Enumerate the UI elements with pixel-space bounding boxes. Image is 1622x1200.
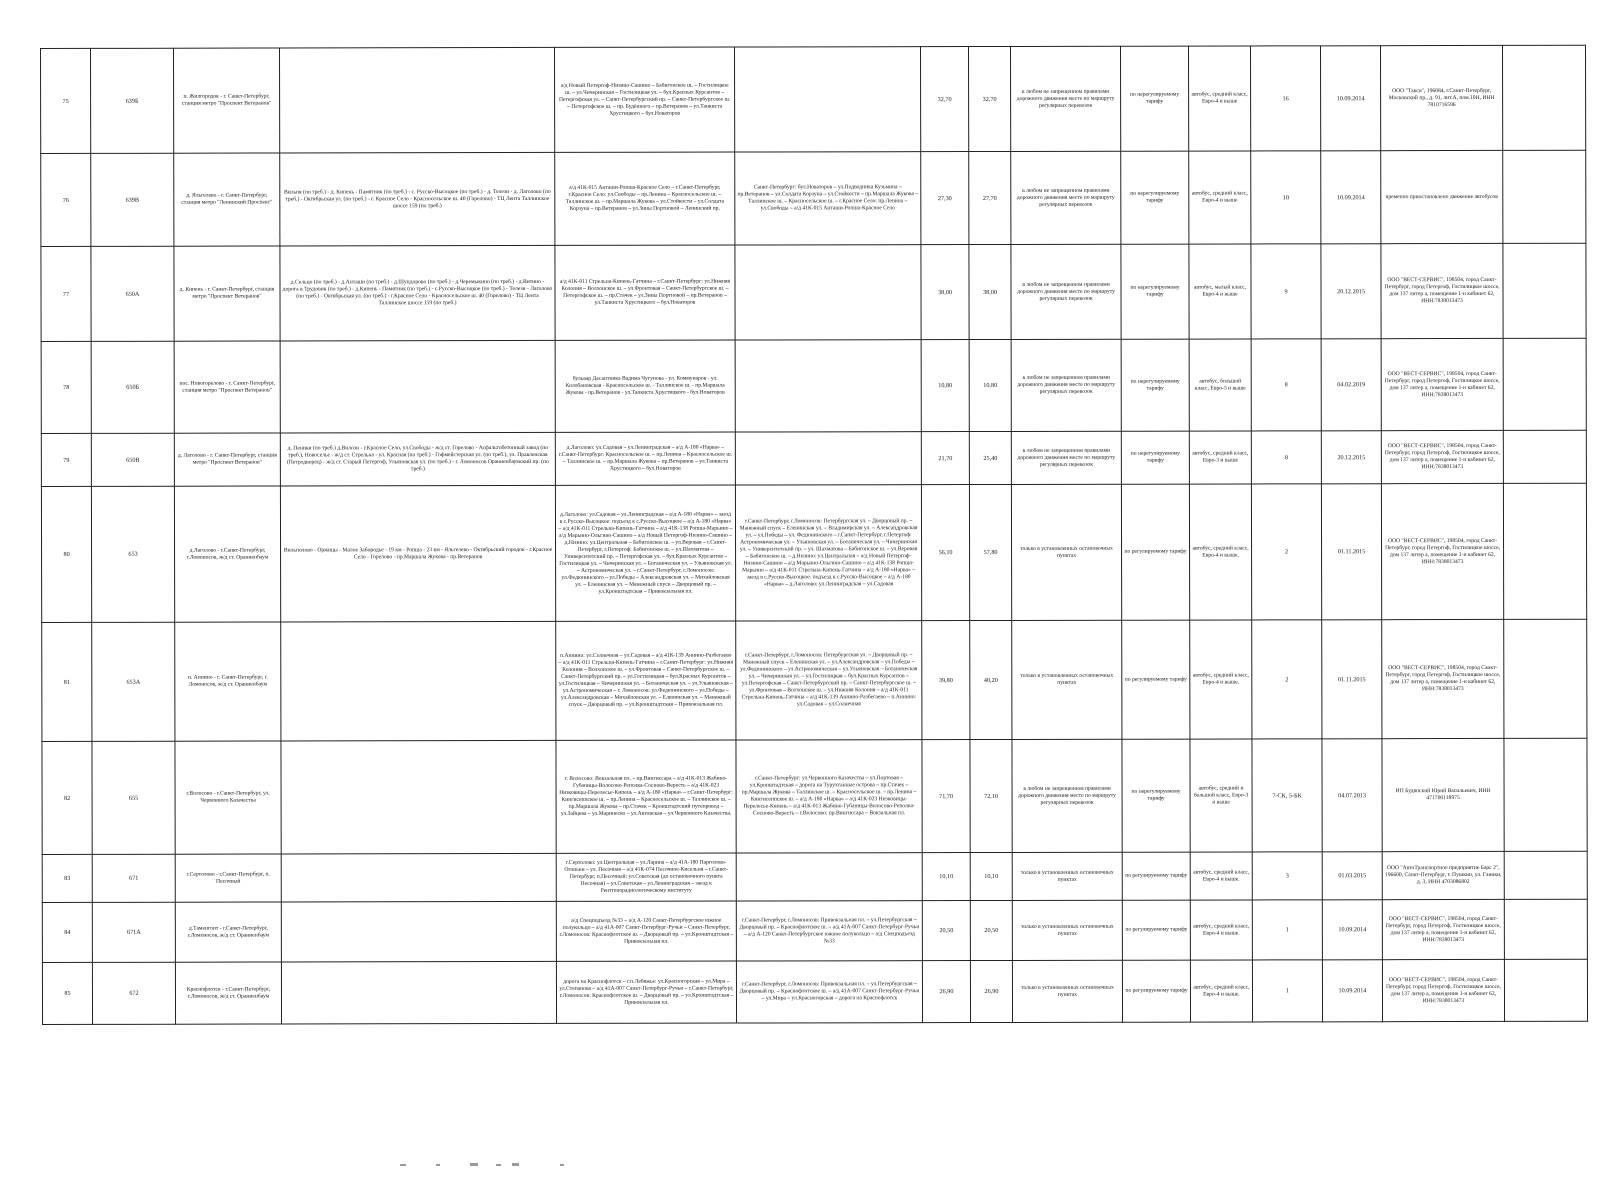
row-number: 77 [41,246,91,341]
tariff-type: по нерегулируемому тарифу [1121,244,1189,339]
carrier-info: временно приостановлено движение автобусов [1381,150,1503,243]
boarding-rule: только в установленных остановочных пунктах [1012,900,1122,960]
carrier-info: ООО "ВЕСТ-СЕРВИС", 198504, город Санкт-Петербург, город Петергоф, Гостилицкое шоссе, дом 137 литер а, помещение 1-н кабинет 62, ИНН:7838013473 [1382,899,1504,959]
boarding-rule: в любом не запрещенном правилами дорожного движения месте по маршруту регулярных перевозок [1011,339,1121,431]
route-name: д. Лаголово - г. Санкт-Петербург, станция метро "Проспект Ветеранов" [174,433,280,486]
extra-notes [1504,738,1587,851]
path-back [734,47,920,152]
extra-notes [1504,619,1587,738]
intermediate-stops [281,740,556,854]
length-forward: 26,90 [922,961,970,1023]
intermediate-stops: д.Сельцо (по треб.) - д.Анташи (по треб.) - д.Шундорово (по треб.) - д.Черемыкино (по треб.) - д.Витино - дорога в Трудовик (по треб.) - д.Кипень - Памятник (по треб.) - с.Русско-Высоцкое (по треб.) - Телези - Лаголово (по треб.) - Октябрьская ул. (по треб.) - г.Красное Село - Красносельское ш. 40 (Горелово) - ТЦ Лента Таллинское шоссе 159 (по треб.) [280,245,555,341]
vehicle-count: 8 [1251,339,1321,431]
vehicle-class: автобус, большой класс, Евро-5 и выше [1189,339,1251,431]
path-forward: дорога на Краснофлотск – г.п.Лебяжье: ул.Красногорская – ул.Мира – ул.Степанова – а/д 41А-007 Санкт-Петербург-Ручьи – г.Санкт-Петербург, г.Ломоносов: Краснофлотское ш. – Дворцовый пр. – ул.Кронштадтская – Привокзальная пл. [556,961,736,1023]
path-forward: бульвар Десантника Вадима Чугунова - ул. Коммунаров - ул. Колобановская - Красносельское ш. - Таллинское ш. - пр.Маршала Жукова - пр.Ветеранов - ул.Танкиста Хрустицкого - бул.Новаторов [555,340,735,432]
extra-notes [1504,959,1587,1021]
intermediate-stops: Вильполово - Оржицы - Малое Забородье - 19 км - Ропша - 23 км - Яльгелево - Октябрьский городок - г.Красное Село - Горелово - пр.Маршала Жукова - пр.Ветеранов [280,485,555,622]
start-date: 01.03.2015 [1322,852,1382,900]
path-forward: а/д Новый Петергоф-Низино-Сашино – Бабигонское ш. – Гостилицкое ш. – ул.Чичеринская – Гостилицкая ул. – бул.Красных Курсантов – Петергофская ул. – Санкт-Петербургский пр. – Санкт-Петербургское ш. – Петергофское ш. – пр. Будённого – пр.Ветеранов – ул.Танкиста Хрустицкого – бул.Новаторов [554,47,734,152]
extra-notes [1504,851,1587,899]
tariff-type: по регулируемому тарифу [1122,900,1190,960]
table-row [42,738,1587,854]
table-row [41,430,1586,486]
intermediate-stops [280,47,555,153]
start-date: 10.09.2014 [1321,151,1381,244]
route-number: 639В [91,153,174,246]
row-number: 76 [41,153,91,246]
carrier-info: ООО "Такси", 196084, г.Санкт-Петербург, Московский пр., д. 91, лит.А, пом.10Н, ИНН 7810716596 [1380,45,1502,150]
vehicle-class: автобус, средний класс, Евро-4 и выше [1189,151,1251,244]
path-back: г.Санкт-Петербург: ул.Червонного Казачества – ул.Портовая – ул.Кронштадтская – дорога на Турухтанные острова – пр.Стачек – пр.Маршала Жукова – Таллинское ш. – Красносельское ш. – пр.Ленина – Кингисеппское ш. – а/д А-180 «Нарва» – а/д 41К-023 Низковицы-Перелесье-Кипень – а/д 41К-013 Жабино-Губаницы-Волосово-Реполка-Сосново-Вересть – г.Волосово: пр.Вингиссара – Вокзальная пл. [736,740,922,853]
length-back: 72,10 [970,739,1012,852]
path-back [735,245,921,340]
route-name: д. Кипень - г. Санкт-Петербург, станция метро "Проспект Ветеранов" [174,246,280,341]
table-row [42,959,1587,1024]
path-back: Санкт-Петербург: бул.Новаторов – ул.Подводника Кузьмина – пр.Ветеранов – ул.Солдата Корзуна – ул.Стойкости – пр.Маршала Жукова – Таллинское ш. – Красносельское ш. – г.Красное Село: пр.Ленина – ул.Свободы – а/д 41К-015 Анташи-Ропша-Красное Село [735,152,921,245]
carrier-info: ООО "ВЕСТ-СЕРВИС", 198504, город Санкт-Петербург, город Петергоф, Гостилицкое шоссе, дом 137 литер а, помещение 1-н кабинет 62, ИНН:7838013473 [1382,619,1504,738]
vehicle-count: 16 [1250,46,1320,151]
intermediate-stops [281,901,556,962]
route-number: 671А [92,902,175,962]
carrier-info: ООО "ВЕСТ-СЕРВИС", 198504, город Санкт-Петербург, город Петергоф, Гостилицкое шоссе, дом 137 литер а, помещение 1-н кабинет 62, ИНН:7838013473 [1382,959,1504,1021]
path-forward: а/д 41К-011 Стрельна-Кипень-Гатчина – г.Санкт-Петербург: ул.Нижняя Колония – Волхонское ш. – ул.Фронтовая – Санкт-Петербургское ш. – Петергофское ш. – пр.Стачек – ул.Зины Портновой – пр.Ветеранов – ул.Танкиста Хрустицкого – бул.Новаторов [555,245,735,340]
tariff-type: по регулируемому тарифу [1122,960,1190,1022]
route-name: Краснофлотск - г.Санкт-Петербург, г.Ломоносов, ж/д ст. Ораниенбаум [175,962,281,1024]
path-forward: д.Лаголово: ул.Садовая – ул.Ленинградская – а/д А-180 «Нарва» – г.Санкт-Петербург: Красносельское ш. – пр.Ленина – Красносельское ш. – Таллинское ш. – пр.Маршала Жукова – пр.Ветеранов – ул.Танкиста Хрустицкого – бул.Новаторов [555,432,735,485]
carrier-info: ООО "ВЕСТ-СЕРВИС", 198504, город Санкт-Петербург, город Петергоф, Гостилицкое шоссе, дом 137 литер а, помещение 1-н кабинет 62, ИНН:7838013473 [1381,430,1503,483]
vehicle-class: автобус, средний и большой класс, Евро-3 и выше [1190,739,1252,852]
vehicle-count: 2 [1251,484,1321,620]
intermediate-stops: Вильпя (по треб.) - д. Кипень - Памятник (по треб.) - с. Русско-Высоцкое (по треб.) - д. Телези - д. Лаголово (по треб.) - Октябрьская ул. (по треб.) - г. Красное Село - Красносельское ш. 40 (Горелово) - ТЦ Лента Таллинское шоссе 159 (по треб.) [280,152,555,246]
boarding-rule: только в установленных остановочных пунктах [1012,620,1122,739]
vehicle-class: автобус, средний класс, Евро-4 и выше. [1190,960,1252,1022]
path-back: г.Санкт-Петербург, г.Ломоносов: Петербургская ул. – Дворцовый пр. – Манежный спуск – Еленинская ул. – ул.Александровская – ул.Победы – ул.Федюнинского – ул.Астрономическая – ул.Ульяновская – Ботаническая ул. – Чичеринская ул. – ул.Гостилицкая – бул.Красных Курсантов – ул.Петергофская – Санкт-Петербургский пр. – Санкт-Петербургское ш. – ул.Фронтовая – Волхонское ш. – ул.Нижняя Колония – а/д 41К-011 Стрельна-Кипень-Гатчина – а/д 41К-139 Аннино-Разбегаево – п.Аннино: ул.Садовая – ул.Солнечная [736,621,922,740]
length-forward: 27,30 [921,152,969,245]
length-back: 20,50 [970,900,1012,960]
tariff-type: по нерегулируемому тарифу [1121,339,1189,431]
path-back [736,853,922,901]
vehicle-count: 3 [1252,852,1322,900]
path-forward: г.Сертолово: ул.Центральная – ул.Ларина – а/д 41А-180 Парголово-Огоньки – ул. Песочная – а/д 41К-074 Песочное-Кисельня – г.Санкт-Петербург, п.Песочный: ул.Советская (до остановочного пункта Песочная) – ул.Советская – ул.Ленинградская – заезд к Рентгенорадиологическому институту [556,853,736,901]
vehicle-class: автобус, средний класс, Евро-4 и выше. [1190,900,1252,960]
table-row [41,243,1586,341]
intermediate-stops [281,853,556,902]
length-back: 10,10 [970,852,1012,900]
vehicle-count: 2 [1252,620,1322,739]
path-forward: а/д Спецподъезд №33 – а/д А-120 Санкт-Петербургское южное полукольцо – а/д 41А-007 Санкт-Петербург-Ручьи – Санкт-Петербург, г.Ломоносов: Краснофлотское ш. – Дворцовый пр. – ул.Кронштадтская – Привокзальная пл. [556,901,736,961]
route-name: п. Аннино - г. Санкт-Петербург, г. Ломоносов, ж/д ст. Ораниенбаум [175,622,281,741]
tariff-type: по регулируемому тарифу [1122,852,1190,900]
extra-notes [1504,899,1587,959]
row-number: 84 [42,902,92,962]
tariff-type: по нерегулируемому тарифу [1121,151,1189,244]
path-forward: г. Волосово: Вокзальная пл. – пр.Вингиссара – а/д 41К-013 Жабино-Губаницы-Волосово-Реполка-Сосново-Вересть – а/д 41К-023 Низковицы-Перелесье-Кипень – а/д А-180 «Нарва» – г.Санкт-Петербург: Кингисеппское ш. – пр.Ленина – Красносельское ш. – Таллинское ш. – пр.Маршала Жукова – пр.Стачек – Кронштадтский путепровод – ул.Зайцева – ул.Маринеско – ул.Автовская – ул.Червонного Казачества. [556,740,736,853]
extra-notes [1503,243,1586,338]
row-number: 80 [41,486,91,622]
intermediate-stops [280,340,555,433]
length-back: 10,80 [969,339,1011,431]
table-row [41,45,1586,153]
route-name: г.Сертолово - г.Санкт-Петербург, п. Песочный [175,854,281,902]
vehicle-class: автобус, средний класс, Евро-4 и выше. [1190,620,1252,739]
vehicle-count: 9 [1251,244,1321,339]
start-date: 04.07.2013 [1322,739,1382,852]
route-name: г.Волосово - г.Санкт-Петербург, ул. Червонного Казачества [175,741,281,854]
start-date: 10.09.2014 [1322,900,1382,960]
length-forward: 21,70 [921,432,969,485]
route-number: 650Б [91,341,174,433]
length-forward: 10,10 [922,853,970,901]
row-number: 78 [41,341,91,433]
intermediate-stops [281,621,556,741]
tariff-type: по нерегулируемому тарифу [1121,431,1189,484]
table-body [41,45,1588,1024]
carrier-info: ООО "ВЕСТ-СЕРВИС", 198504, город Санкт-Петербург, город Петергоф, Гостилицкое шоссе, дом 137 литер а, помещение 1-н кабинет 62, ИНН:7838013473 [1381,243,1503,338]
boarding-rule: в любом не запрещенном правилами дорожного движения месте по маршруту регулярных перевозок [1011,151,1121,244]
route-name: д.Таменгонт - г.Санкт-Петербург, г.Ломоносов, ж/д ст. Ораниенбаум [175,902,281,962]
path-forward: п.Аннино: ул.Солнечная – ул.Садовая – а/д 41К-139 Аннино-Разбегаево – а/д 41К-011 Стрельна-Кипень-Гатчина – г.Санкт-Петербург: ул.Нижняя Колония – Волхонское ш. – ул.Фронтовая – Санкт-Петербургское ш. – Санкт-Петербургский пр. – ул.Гостилицкая – бул.Красных Курсантов – ул.Гостилицкая – Чичеринская ул. – Ботаническая ул. – ул.Ульяновская – ул.Астрономическая – г. Ломоносов: ул.Федюнинского – ул.Победы – ул.Александровская – Михайловская ул. – Еленинская ул. – Манежный спуск – Дворцовый пр. – ул.Кронштадтская – Привокзальная пл. [556,621,736,740]
tariff-type: по нерегулируемому тарифу [1120,46,1188,151]
length-forward: 20,50 [922,901,970,961]
length-forward: 10,80 [921,340,969,432]
path-forward: а/д 41К-015 Анташи-Ропша-Красное Село – г.Санкт-Петербург, г.Красное Село: ул.Свободы – пр.Ленина – Красносельское ш. – Таллинское ш. – пр.Маршала Жукова – ул.Стойкости – ул.Солдата Корзуна – пр.Ветеранов – ул.Зины Портновой – Ленинский пр. [555,152,735,245]
table-row [41,150,1586,246]
intermediate-stops [281,961,556,1024]
extra-notes [1503,483,1586,619]
boarding-rule: только в установленных остановочных пунктах [1012,852,1122,900]
length-back: 57,80 [969,484,1011,620]
path-back [735,432,921,485]
intermediate-stops: д. Пеники (по треб.) д.Вилози - г.Красное Село, ул.Свободы - ж/д ст. Горелово - Асфальтобетонный завод (по треб.), Новоселье - ж/д ст. Стрельна - ул. Красная (по треб.) - Гофмейстерская ул. (по треб.), ул. Правленская (Петродворец) - ж/д ст. Старый Петергоф, Ульяновская ул. (по треб.) - г. Ломоносов Ораниенбаумский пр. (по треб.) [280,432,555,486]
carrier-info: ООО "ВЕСТ-СЕРВИС", 198504, город Санкт-Петербург, город Петергоф, Гостилицкое шоссе, дом 137 литер а, помещение 1-н кабинет 62, ИНН:7838013473 [1381,483,1503,619]
start-date: 20.12.2015 [1321,431,1381,484]
start-date: 01.11.2015 [1321,484,1381,620]
table-row [41,338,1586,433]
route-name: пос. Новогорелово - г. Санкт-Петербург, станция метро "Проспект Ветеранов" [174,341,280,433]
route-number: 655 [92,741,175,854]
route-number: 653 [91,486,174,622]
vehicle-count: 10 [1251,151,1321,244]
route-number: 650А [91,246,174,341]
start-date: 04.02.2019 [1321,339,1381,431]
extra-notes [1503,150,1586,243]
path-back: г.Санкт-Петербург, г.Ломоносов: Петербургская ул. – Дворцовый пр. – Манежный спуск – Еленинская ул. – Владимирская ул. – Александровская ул. – ул.Победы – ул. Федюнинского – г.Санкт-Петербург, г.Петергоф: Астрономическая ул. – Ульяновская ул. – Ботаническая ул. – Чичеринская ул. – Университетский пр. – ул. Шахматова – Бабигонское ш. – ул.Веровая – Бабигонское ш. – д.Низино: ул.Центральная – а/д Новый Петергоф-Низино-Сашино – а/д Марьино-Ольгино-Сашино – а/д 41К-138 Ропша-Марьино – а/д 41К-011 Стрельна-Кипень-Гатчина – а/д А-180 «Нарва» – заезд в с.Русско-Высоцкое: подъезд к с.Русско-Высоцкое – а/д А-180 «Нарва» – д.Лаголово: ул.Ленинградская – ул.Садовая [735,485,921,621]
route-register-table [40,45,1588,1025]
start-date: 01.11.2015 [1322,620,1382,739]
boarding-rule: только в установленных остановочных пунктах [1011,484,1121,620]
table-row [42,851,1587,902]
vehicle-class: автобус, средний класс, Евро-4 и выше. [1190,852,1252,900]
carrier-info: ООО "ВЕСТ-СЕРВИС", 198504, город Санкт-Петербург, город Петергоф, Гостилицкое шоссе, дом 137 литер а, помещение 1-н кабинет 62, ИНН:7838013473 [1381,338,1503,430]
route-number: 653А [92,622,175,741]
scan-artifact [0,1160,1622,1172]
start-date: 10.09.2014 [1322,960,1382,1022]
path-back [735,340,921,432]
route-number: 672 [92,962,175,1024]
path-back: г.Санкт-Петербург, г.Ломоносов: Привокзальная пл. – ул.Петербургская – Дворцовый пр. – Краснофлотское ш. – а/д 41А-007 Санкт-Петербург-Ручьи – ул.Мира – ул.Красногорская – дорога на Краснофлотск [736,961,922,1023]
row-number: 75 [41,48,91,153]
row-number: 81 [42,622,92,741]
boarding-rule: в любом не запрещенном правилами дорожного движения месте по маршруту регулярных перевозок [1010,46,1120,151]
row-number: 79 [41,433,91,486]
table-row [42,899,1587,962]
vehicle-count: 1 [1252,960,1322,1022]
tariff-type: по нерегулируемому тарифу [1122,739,1190,852]
route-number: 650В [91,433,174,486]
length-forward: 56,10 [921,485,969,621]
length-forward: 32,70 [920,47,968,152]
route-name: д.Лаголово - г.Санкт-Петербург, г.Ломоносов, ж/д ст. Ораниенбаум [174,486,280,622]
table-row [42,619,1587,741]
length-forward: 71,70 [922,740,970,853]
carrier-info: ООО "АвтоТранспортное предприятие Барс 2", 196600, Санкт-Петербург, г. Пушкин, ул. Глинки, д. 3, ИНН 4703086802 [1382,851,1504,899]
vehicle-class: автобус, средний класс, Евро-4 и выше. [1189,484,1251,620]
length-back: 26,90 [970,960,1012,1022]
vehicle-class: автобус, средний класс, Евро-3 и выше [1189,431,1251,484]
vehicle-count: 8 [1251,431,1321,484]
tariff-type: по регулируемому тарифу [1122,620,1190,739]
length-back: 32,70 [968,46,1010,151]
length-back: 40,20 [970,620,1012,739]
extra-notes [1503,338,1586,430]
vehicle-count: 7-СК, 5-БК [1252,739,1322,852]
vehicle-class: автобус, средний класс, Евро-4 и выше [1188,46,1250,151]
start-date: 20.12.2015 [1321,244,1381,339]
boarding-rule: в любом не запрещенном правилами дорожного движения месте по маршруту регулярных перевозок [1012,739,1122,852]
boarding-rule: в любом не запрещенном правилами дорожного движения месте по маршруту регулярных перевозок [1011,244,1121,339]
row-number: 83 [42,854,92,902]
path-forward: д.Лаголово: ул.Садовая – ул.Ленинградская – а/д А-180 «Нарва» – заезд в с.Русско-Высоцкое: подъезд к с.Русско-Высоцкое – а/д А-180 «Нарва» – а/д 41К-011 Стрельна-Кипень-Гатчина – а/д 41К-138 Ропша-Марьино – а/д Марьино-Ольгино-Сашино – а/д Новый Петергоф-Низино-Сашино – д.Низино: ул.Центральная – Бабигонское ш. – ул.Веровая – г.Санкт-Петербург, г.Петергоф: Бабигонское ш. – ул.Шахматова – Университетский пр. – Петергофская ул. – бул.Красных Курсантов – Гостилицкая ул. – Чичеринская ул. – Ботаническая ул. – Ульяновская ул. – Астрономическая ул. – г.Санкт-Петербург, г.Ломоносов: ул.Федюнинского – ул.Победы – Александровская ул. – Михайловская ул. – Еленинская ул. – Манежный спуск – Дворцовый пр. – ул.Кронштадтская – Привокзальная пл. [555,485,735,621]
row-number: 85 [42,962,92,1024]
extra-notes [1502,45,1585,150]
length-back: 38,00 [969,244,1011,339]
route-name: д. Яльгелево - г. Санкт-Петербург, станция метро "Ленинский Проспект" [174,153,280,246]
row-number: 82 [42,741,92,854]
route-number: 671 [92,854,175,902]
vehicle-class: автобус, малый класс, Евро-4 и выше [1189,244,1251,339]
carrier-info: ИП Будянский Юрий Васильевич, ИНН 471700118975 [1382,738,1504,851]
table-row [41,483,1586,622]
tariff-type: по регулируемому тарифу [1121,484,1189,620]
start-date: 10.09.2014 [1320,46,1380,151]
route-name: п. Жилгородок - г. Санкт-Петербург, станция метро "Проспект Ветеранов" [174,48,280,153]
path-back: г.Санкт-Петербург, г.Ломоносов: Привокзальная пл. – ул.Петербургская – Дворцовый пр. – Краснофлотское ш. – а/д 41А-007 Санкт-Петербург-Ручьи – а/д А-120 Санкт-Петербургское южное полукольцо – а/д Спецподъезд №33 [736,901,922,961]
boarding-rule: только в установленных остановочных пунктах [1012,960,1122,1022]
length-back: 25,40 [969,431,1011,484]
boarding-rule: в любом не запрещенном правилами дорожного движения месте по маршруту регулярных перевозок [1011,431,1121,484]
vehicle-count: 1 [1252,900,1322,960]
length-forward: 39,80 [922,621,970,740]
route-number: 639Б [91,48,174,153]
extra-notes [1503,430,1586,483]
length-back: 27,70 [969,151,1011,244]
length-forward: 38,00 [921,245,969,340]
